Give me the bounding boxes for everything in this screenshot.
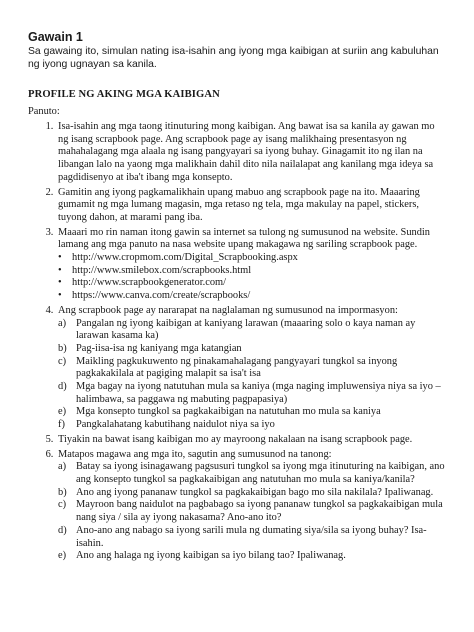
instruction-text: Isa-isahin ang mga taong itinuturing mong kaibigan. Ang bawat isa sa kanila ay gawan mo ng isang scrapbook page. Ang scrapbook page ay isang malikhaing presentasyon ng mahahalagang mga alaala ng isang pangyayari sa iyong buhay. Ginagamit ito ng ilan na libangan lalo na yaong mga malikhain dahil dito nila nailalapat ang kanilang mga ideya sa pagdidisenyo at iba't ibang mga konsepto.	[58, 121, 435, 183]
question-item	[58, 525, 446, 550]
sub-item	[58, 406, 446, 419]
instruction-text: Maaari mo rin naman itong gawin sa internet sa tulong ng sumusunod na website. Sundin lamang ang mga panuto na nasa website upang makagawa ng sariling scrapbook page.	[58, 226, 430, 251]
question-text: Ano ang iyong pananaw tungkol sa pagkakaibigan bago mo sila nakilala? Ipaliwanag.	[76, 486, 434, 498]
required-info-list	[58, 318, 446, 432]
sub-marker: f)	[58, 419, 65, 431]
question-text: Ano-ano ang nabago sa iyong sarili mula ng dumating siya/sila sa iyong buhay? Isa-isahin.	[76, 524, 427, 549]
instruction-text: Ang scrapbook page ay nararapat na naglalaman ng sumusunod na impormasyon:	[58, 304, 398, 316]
question-list	[58, 461, 446, 563]
website-list	[58, 252, 446, 303]
sub-marker: c)	[58, 355, 67, 367]
instruction-item-1	[56, 121, 446, 185]
question-text: Mayroon bang naidulot na pagbabago sa iyong pananaw tungkol sa pagkakaibigan mula nang siya / sila ay iyong nakasama? Ano-ano ito?	[76, 499, 443, 524]
instruction-text: Gamitin ang iyong pagkamalikhain upang mabuo ang scrapbook page na ito. Maaaring gumamit ng mga lumang magasin, mga retaso ng tela, mga makulay na papel, stickers, tuyong dahon, at marami pang iba.	[58, 186, 420, 223]
sub-marker: e)	[58, 550, 67, 562]
instruction-item-5	[56, 434, 446, 447]
question-item	[58, 550, 446, 563]
sub-marker: c)	[58, 499, 67, 511]
sub-item	[58, 318, 446, 343]
website-link[interactable]: • http://www.smilebox.com/scrapbooks.html	[58, 265, 446, 278]
instruction-item-6	[56, 449, 446, 563]
sub-item-text: Pangkalahatang kabutihang naidulot niya sa iyo	[76, 419, 275, 431]
sub-item	[58, 419, 446, 432]
sub-item-text: Pangalan ng iyong kaibigan at kaniyang larawan (maaaring solo o kaya naman ay larawan kasama ka)	[76, 317, 416, 342]
instruction-item-2	[56, 187, 446, 225]
website-link[interactable]: • http://www.cropmom.com/Digital_Scrapbooking.aspx	[58, 252, 446, 265]
question-item	[58, 461, 446, 486]
question-item	[58, 499, 446, 524]
instruction-text: Tiyakin na bawat isang kaibigan mo ay mayroong nakalaan na isang scrapbook page.	[58, 433, 413, 445]
question-item	[58, 487, 446, 500]
sub-marker: b)	[58, 342, 67, 354]
page-title: Gawain 1	[28, 30, 83, 44]
instruction-item-3	[56, 227, 446, 303]
sub-marker: d)	[58, 524, 67, 536]
question-text: Ano ang halaga ng iyong kaibigan sa iyo bilang tao? Ipaliwanag.	[76, 550, 346, 562]
sub-item-text: Mga bagay na iyong natutuhan mula sa kaniya (mga naging impluwensiya niya sa iyo – halimbawa, sa paggawa ng mabuting pagpapasiya)	[76, 381, 441, 405]
intro-paragraph: Sa gawaing ito, simulan nating isa-isahin ang iyong mga kaibigan at suriin ang kabuluhan ng iyong ugnayan sa kanila.	[28, 46, 439, 70]
instruction-item-4	[56, 305, 446, 432]
sub-item	[58, 356, 446, 381]
section-title: PROFILE NG AKING MGA KAIBIGAN	[28, 89, 220, 100]
sub-marker: b)	[58, 486, 67, 498]
instruction-list	[28, 121, 446, 563]
sub-item	[58, 343, 446, 356]
instruction-text: Matapos magawa ang mga ito, sagutin ang sumusunod na tanong:	[58, 448, 332, 460]
sub-item-text: Maikling pagkukuwento ng pinakamahalagang pangyayari tungkol sa inyong pagkakakilala at pagiging malapit sa isa't isa	[76, 355, 398, 380]
sub-item-text: Mga konsepto tungkol sa pagkakaibigan na natutuhan mo mula sa kaniya	[76, 406, 381, 418]
sub-marker: a)	[58, 317, 67, 329]
instructions-label: Panuto:	[28, 106, 60, 117]
sub-item-text: Pag-iisa-isa ng kaniyang mga katangian	[76, 342, 242, 354]
sub-item	[58, 381, 446, 406]
website-link[interactable]: • http://www.scrapbookgenerator.com/	[58, 277, 446, 290]
sub-marker: a)	[58, 461, 67, 473]
question-text: Batay sa iyong isinagawang pagsusuri tungkol sa iyong mga itinuturing na kaibigan, ano ang konsepto tungkol sa pagkakaibigan ang natutuhan mo mula sa kaniya/kanila?	[76, 461, 445, 485]
sub-marker: d)	[58, 381, 67, 393]
sub-marker: e)	[58, 406, 67, 418]
website-link[interactable]: • https://www.canva.com/create/scrapbooks/	[58, 290, 446, 303]
